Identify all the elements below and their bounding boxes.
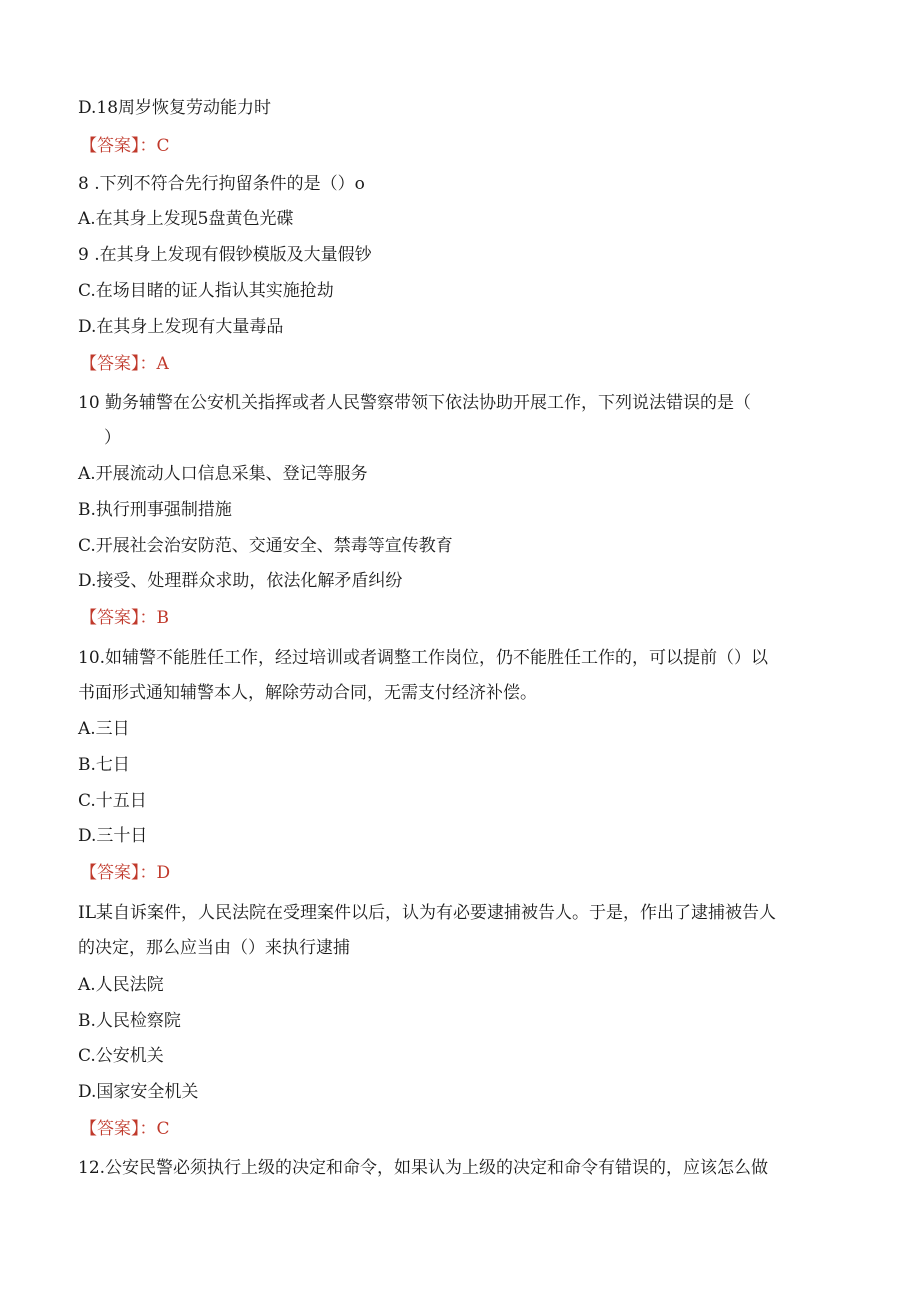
option-c: C.开展社会治安防范、交通安全、禁毒等宣传教育: [78, 536, 453, 556]
question-text-continued: ）: [104, 428, 121, 448]
option-d: D.国家安全机关: [78, 1082, 199, 1102]
option-c: C.在场目睹的证人指认其实施抢劫: [78, 281, 334, 301]
answer-line: 【答案】：C: [80, 136, 170, 156]
option-b: B.七日: [78, 755, 130, 775]
option-d: D.18周岁恢复劳动能力时: [78, 98, 272, 118]
answer-line: 【答案】：A: [80, 354, 169, 374]
option-d: D.接受、处理群众求助，依法化解矛盾纠纷: [78, 571, 403, 591]
question-text: 12.公安民警必须执行上级的决定和命令，如果认为上级的决定和命令有错误的，应该怎么做: [78, 1158, 769, 1178]
option-a: A.在其身上发现5盘黄色光碟: [78, 209, 294, 229]
question-text: 10.如辅警不能胜任工作，经过培训或者调整工作岗位，仍不能胜任工作的，可以提前（）以: [78, 648, 769, 668]
question-text: 8 .下列不符合先行拘留条件的是（）o: [78, 174, 365, 194]
option-a: A.人民法院: [78, 975, 164, 995]
question-text: 9 .在其身上发现有假钞模版及大量假钞: [78, 245, 372, 265]
option-d: D.三十日: [78, 826, 148, 846]
question-text-continued: 的决定，那么应当由（）来执行逮捕: [78, 938, 350, 958]
question-text-continued: 书面形式通知辅警本人，解除劳动合同，无需支付经济补偿。: [78, 683, 537, 703]
option-a: A.三日: [78, 719, 130, 739]
option-b: B.执行刑事强制措施: [78, 500, 232, 520]
option-a: A.开展流动人口信息采集、登记等服务: [78, 464, 368, 484]
answer-line: 【答案】：B: [80, 608, 169, 628]
question-text: IL某自诉案件，人民法院在受理案件以后，认为有必要逮捕被告人。于是，作出了逮捕被告人: [78, 903, 777, 923]
question-text: 10 勤务辅警在公安机关指挥或者人民警察带领下依法协助开展工作，下列说法错误的是（: [78, 393, 752, 413]
option-b: B.人民检察院: [78, 1011, 181, 1031]
option-d: D.在其身上发现有大量毒品: [78, 317, 284, 337]
option-c: C.十五日: [78, 791, 147, 811]
answer-line: 【答案】：D: [80, 863, 171, 883]
option-c: C.公安机关: [78, 1046, 164, 1066]
answer-line: 【答案】：C: [80, 1119, 170, 1139]
